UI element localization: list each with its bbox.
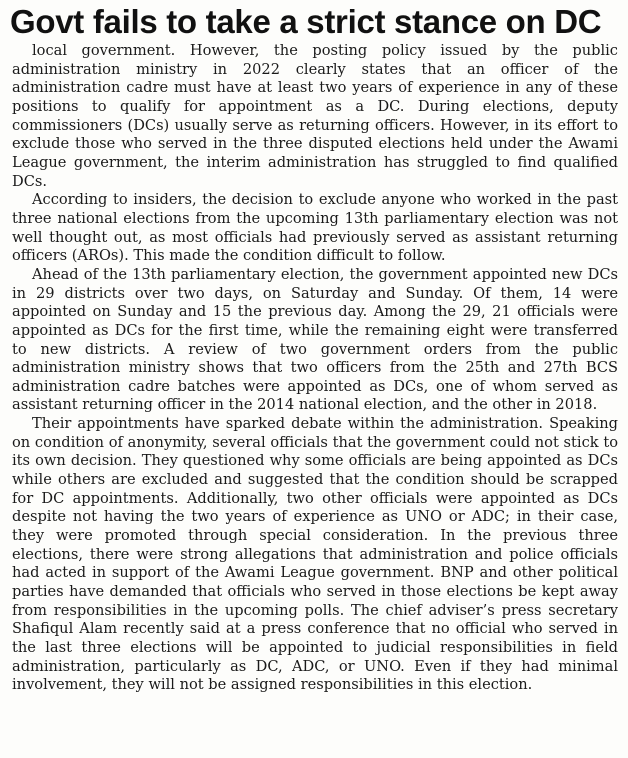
paragraph: Ahead of the 13th parliamentary election, the government appointed new DCs in 29 districts over two days, on Saturday and Sunday. Of them, 14 were appointed on Sunday and 15 the previous day. Among the 29, 21 officials were appointed as DCs for the first time, while the remaining eight were transferred to new districts. A review of two government orders from the public administration ministry shows that two officers from the 25th and 27th BCS administration cadre batches were appointed as DCs, one of whom served as assistant returning officer in the 2014 national election, and the other in 2018. <box>12 265 618 414</box>
paragraph: According to insiders, the decision to exclude anyone who worked in the past three national elections from the upcoming 13th parliamentary election was not well thought out, as most officials had previously served as assistant returning officers (AROs). This made the condition difficult to follow. <box>12 191 618 265</box>
headline: Govt fails to take a strict stance on DC <box>10 3 602 40</box>
paragraph: local government. However, the posting policy issued by the public administration ministry in 2022 clearly states that an officer of the administration cadre must have at least two years of experience in any of these positions to qualify for appointment as a DC. During elections, deputy commissioners (DCs) usually serve as returning officers. However, in its effort to exclude those who served in the three disputed elections held under the Awami League government, the interim administration has struggled to find qualified DCs. <box>12 42 618 190</box>
article-body <box>12 42 618 695</box>
paragraph: Their appointments have sparked debate within the administration. Speaking on condition of anonymity, several officials that the government could not stick to its own decision. They questioned why some officials are being appointed as DCs while others are excluded and suggested that the condition should be scrapped for DC appointments. Additionally, two other officials were appointed as DCs despite not having the two years of experience as UNO or ADC; in their case, they were promoted through special consideration. In the previous three elections, there were strong allegations that administration and police officials had acted in support of the Awami League government. BNP and other political parties have demanded that officials who served in those elections be kept away from responsibilities in the upcoming polls. The chief adviser’s press secretary Shafiqul Alam recently said at a press conference that no official who served in the last three elections will be appointed to judicial responsibilities in field administration, particularly as DC, ADC, or UNO. Even if they had minimal involvement, they will not be assigned responsibilities in this election. <box>12 415 618 694</box>
